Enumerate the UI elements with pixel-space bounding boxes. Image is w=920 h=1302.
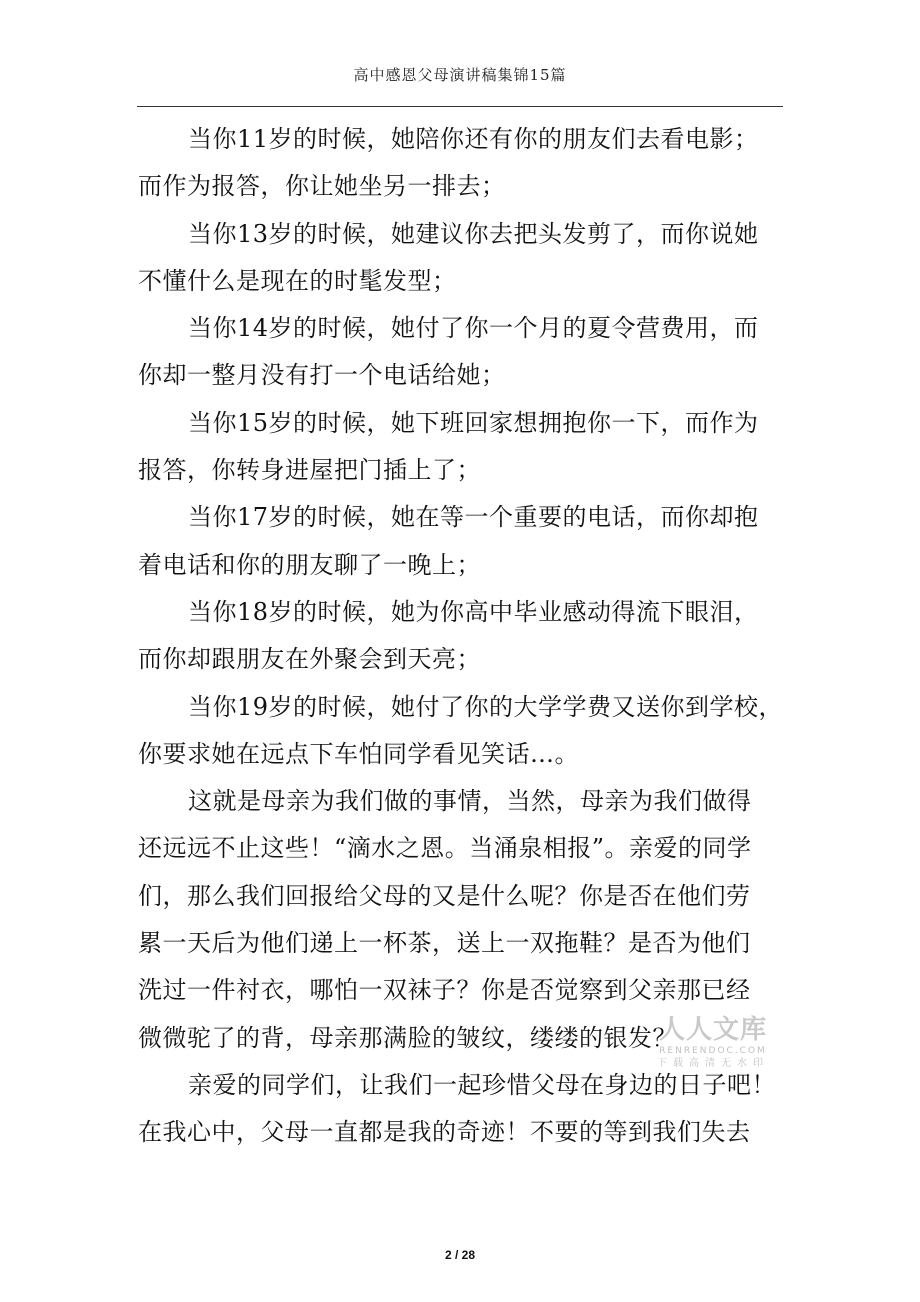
document-title: 高中感恩父母演讲稿集锦15篇 bbox=[353, 66, 567, 84]
watermark-tagline: 下载高清无水印 bbox=[657, 1058, 769, 1069]
paragraph: 当你13岁的时候，她建议你去把头发剪了，而你说她 不懂什么是现在的时髦发型； bbox=[138, 219, 759, 295]
paragraph: 当你14岁的时候，她付了你一个月的夏令营费用，而 你却一整月没有打一个电话给她； bbox=[138, 314, 759, 390]
paragraph: 当你15岁的时候，她下班回家想拥抱你一下，而作为 报答，你转身进屋把门插上了； bbox=[138, 408, 759, 485]
watermark-domain: RENRENDOC.COM bbox=[659, 1046, 767, 1056]
paragraph: 当你11岁的时候，她陪你还有你的朋友们去看电影； 而作为报答，你让她坐另一排去； bbox=[138, 125, 759, 201]
page-number: 2 / 28 bbox=[444, 1248, 476, 1262]
header-divider bbox=[137, 106, 783, 107]
paragraph: 当你18岁的时候，她为你高中毕业感动得流下眼泪， 而你却跟朋友在外聚会到天亮； bbox=[138, 597, 759, 674]
watermark-logo: 人人文库 bbox=[658, 1015, 767, 1045]
paragraph: 这就是母亲为我们做的事情，当然，母亲为我们做得 还远远不止这些！“滴水之恩。当涌泉相报”。亲爱的同学 们，那么我们回报给父母的又是什么呢？你是否在他们劳 累一天后为他们递上一杯茶，送上一双拖鞋？是否为他们 洗过一件衬衣，哪怕一双袜子？你是否觉察到父亲那已经 微微驼了的背，母亲那满脸的皱纹，缕缕的银发？ bbox=[138, 787, 752, 1052]
paragraph: 亲爱的同学们，让我们一起珍惜父母在身边的日子吧！ 在我心中，父母一直都是我的奇迹！不要的等到我们失去 bbox=[138, 1070, 776, 1147]
paragraph: 当你19岁的时候，她付了你的大学学费又送你到学校， 你要求她在远点下车怕同学看见笑话…。 bbox=[138, 692, 784, 768]
paragraph: 当你17岁的时候，她在等一个重要的电话，而你却抱 着电话和你的朋友聊了一晚上； bbox=[138, 503, 759, 579]
body-text bbox=[138, 116, 788, 1157]
